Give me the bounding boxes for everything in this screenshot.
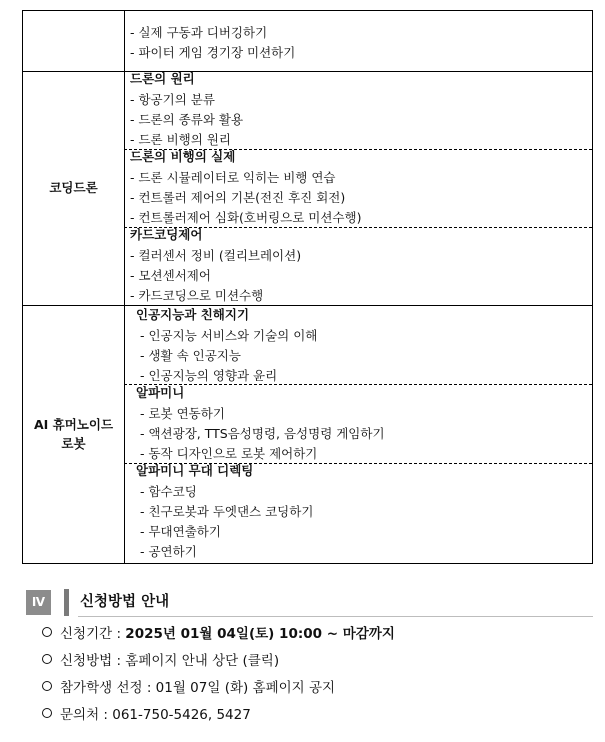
row-divider [23, 305, 592, 306]
list-item: - 로봇 연동하기 [140, 406, 225, 421]
list-item: - 컨트롤러 제어의 기본(전진 후진 회전) [130, 190, 346, 205]
section-title: 신청방법 안내 [80, 594, 170, 610]
list-item: - 인공지능의 영향과 윤리 [140, 368, 278, 383]
circle-bullet-icon [42, 654, 52, 664]
list-item: - 드론의 종류와 활용 [130, 112, 244, 127]
circle-bullet-icon [42, 681, 52, 691]
list-item: - 친구로봇과 두엣댄스 코딩하기 [140, 504, 314, 519]
circle-bullet-icon [42, 708, 52, 718]
period-value: 2025년 01월 04일(토) 10:00 ~ 마감까지 [125, 626, 395, 642]
contact-text: 문의처 : 061-750-5426, 5427 [60, 707, 251, 723]
group-title: 알파미니 무대 디렉팅 [136, 463, 254, 478]
list-item: - 항공기의 분류 [130, 92, 215, 107]
curriculum-table [22, 10, 593, 564]
section-number-badge: Ⅳ [26, 590, 51, 615]
section-accent-bar [64, 589, 69, 616]
list-item: - 실제 구동과 디버깅하기 [130, 25, 268, 40]
list-item: - 무대연출하기 [140, 524, 221, 539]
row-divider [23, 71, 592, 72]
category-label-line-1: AI 휴머노이드 [33, 417, 114, 432]
section-header [22, 588, 593, 618]
method-text[interactable]: 신청방법 : 홈페이지 안내 상단 (클릭) [60, 653, 280, 669]
list-item: - 컨트롤러제어 심화(호버링으로 미션수행) [130, 210, 362, 225]
list-item: - 액션광장, TTS음성명령, 음성명령 게임하기 [140, 426, 385, 441]
column-divider [124, 11, 125, 563]
list-item: - 동작 디자인으로 로봇 제어하기 [140, 446, 318, 461]
list-item: - 모션센서제어 [130, 268, 211, 283]
info-method [42, 652, 279, 670]
list-item: - 파이터 게임 경기장 미션하기 [130, 45, 296, 60]
list-item: - 카드코딩으로 미션수행 [130, 288, 264, 303]
info-contact [42, 706, 251, 724]
list-item: - 함수코딩 [140, 484, 197, 499]
group-title: 알파미니 [136, 385, 185, 400]
period-label: 신청기간 : [60, 626, 126, 642]
list-item: - 공연하기 [140, 544, 197, 559]
list-item: - 드론 시뮬레이터로 익히는 비행 연습 [130, 170, 336, 185]
category-label-line-2: 로봇 [61, 436, 86, 451]
selection-text: 참가학생 선정 : 01월 07일 (화) 홈페이지 공지 [60, 680, 336, 696]
group-title: 드론의 원리 [130, 71, 195, 86]
group-title: 카드코딩제어 [130, 227, 203, 242]
group-title: 인공지능과 친해지기 [136, 307, 250, 322]
list-item: - 생활 속 인공지능 [140, 348, 241, 363]
list-item: - 드론 비행의 원리 [130, 132, 231, 147]
category-ai-humanoid-robot [23, 415, 124, 453]
section-underline [78, 616, 593, 617]
list-item: - 컬러센서 정비 (컬리브레이션) [130, 248, 302, 263]
list-item: - 인공지능 서비스와 기술의 이해 [140, 328, 318, 343]
circle-bullet-icon [42, 627, 52, 637]
info-period [42, 625, 395, 643]
info-selection [42, 679, 335, 697]
category-coding-drone: 코딩드론 [49, 180, 98, 195]
group-title: 드론의 비행의 실제 [130, 149, 236, 164]
